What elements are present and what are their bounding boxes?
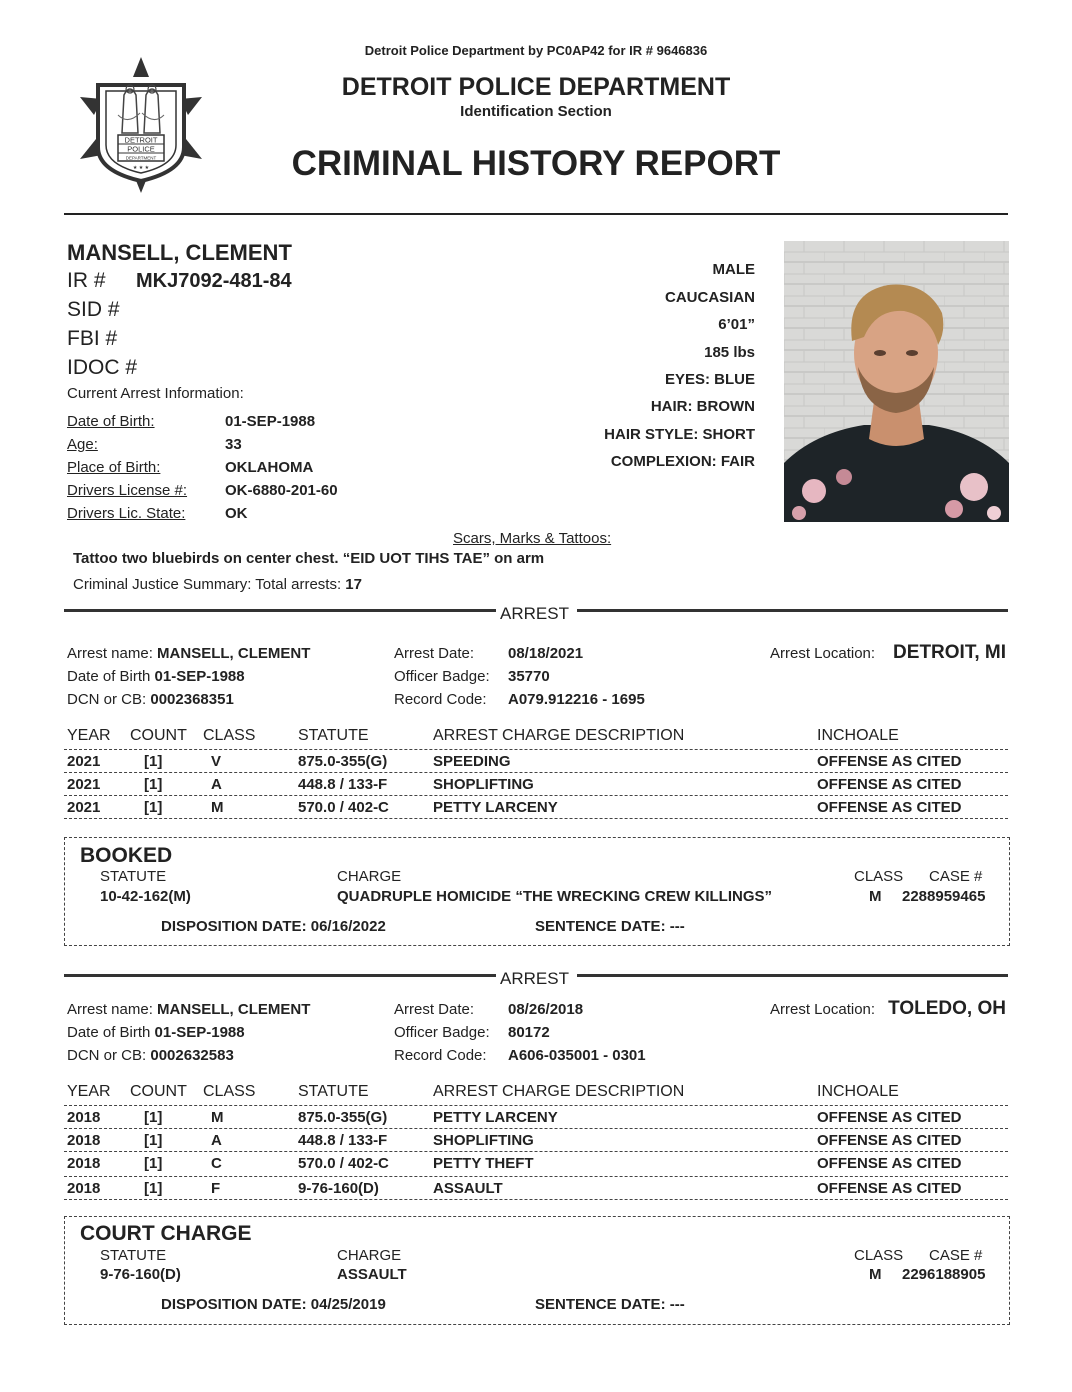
- arrest-date: 08/26/2018: [508, 1001, 584, 1018]
- row-statute: 875.0-355(G): [298, 753, 388, 770]
- box-charge-label: CHARGE: [337, 1247, 402, 1264]
- row-statute: 448.8 / 133-F: [298, 776, 388, 793]
- hair-color: HAIR: BROWN: [650, 398, 755, 415]
- box-class: M: [869, 1266, 882, 1283]
- arrest-1-section-label: ARREST: [500, 604, 569, 623]
- sid-label: SID #: [67, 298, 120, 321]
- box-charge: ASSAULT: [337, 1266, 407, 1283]
- arrest-date-label: Arrest Date:: [394, 645, 475, 662]
- arrest-name-label: Arrest name:: [67, 1001, 153, 1018]
- arrest-1-name-line: [67, 645, 310, 662]
- dob-value: 01-SEP-1988: [225, 413, 316, 430]
- row-statute: 570.0 / 402-C: [298, 799, 389, 816]
- license-label: Drivers License #:: [67, 482, 188, 499]
- arrest-2-rule-left: [64, 974, 496, 977]
- arrest-dob-label: Date of Birth: [67, 1024, 151, 1041]
- arrest-dcn-label: DCN or CB:: [67, 691, 147, 708]
- row-inchoate: OFFENSE AS CITED: [817, 753, 962, 770]
- row-count: [1]: [144, 1132, 163, 1149]
- row-inchoate: OFFENSE AS CITED: [817, 776, 962, 793]
- arrest-2-name-line: [67, 1001, 310, 1018]
- arrest-location: DETROIT, MI: [893, 642, 1006, 663]
- row-statute: 9-76-160(D): [298, 1180, 379, 1197]
- col-inchoate: INCHOALE: [817, 1083, 899, 1100]
- arrest-2-dcn-line: [67, 1047, 234, 1064]
- license-state-value: OK: [225, 505, 248, 522]
- age-label: Age:: [67, 436, 98, 453]
- eye-color: EYES: BLUE: [664, 371, 755, 388]
- box-charge: QUADRUPLE HOMICIDE “THE WRECKING CREW KILLINGS”: [337, 888, 772, 905]
- arrest-1-rule-right: [577, 609, 1008, 612]
- disposition-date: DISPOSITION DATE: 04/25/2019: [161, 1296, 386, 1313]
- row-inchoate: OFFENSE AS CITED: [817, 1180, 962, 1197]
- row-description: SHOPLIFTING: [433, 1132, 534, 1149]
- officer-badge-label: Officer Badge:: [394, 1024, 490, 1041]
- row-description: ASSAULT: [433, 1180, 503, 1197]
- arrest-name: MANSELL, CLEMENT: [157, 645, 311, 662]
- svg-text:★ ★ ★: ★ ★ ★: [132, 165, 150, 171]
- row-count: [1]: [144, 1180, 163, 1197]
- officer-badge-label: Officer Badge:: [394, 668, 490, 685]
- arrest-dob-label: Date of Birth: [67, 668, 151, 685]
- row-class: M: [211, 1109, 224, 1126]
- col-inchoate: INCHOALE: [817, 727, 899, 744]
- header-divider: [64, 213, 1008, 215]
- row-inchoate: OFFENSE AS CITED: [817, 1109, 962, 1126]
- officer-badge: 35770: [508, 668, 550, 685]
- row-year: 2018: [67, 1132, 101, 1149]
- birthplace-label: Place of Birth:: [67, 459, 161, 476]
- disposition-date: DISPOSITION DATE: 06/16/2022: [161, 918, 386, 935]
- fbi-label: FBI #: [67, 327, 118, 350]
- row-inchoate: OFFENSE AS CITED: [817, 799, 962, 816]
- birthplace-value: OKLAHOMA: [225, 459, 314, 476]
- row-count: [1]: [144, 1109, 163, 1126]
- row-statute: 570.0 / 402-C: [298, 1155, 389, 1172]
- col-statute: STATUTE: [298, 1083, 369, 1100]
- summary-label: Criminal Justice Summary: Total arrests:: [73, 576, 342, 593]
- arrest-1-rule-left: [64, 609, 496, 612]
- col-description: ARREST CHARGE DESCRIPTION: [433, 1083, 685, 1100]
- hair-style: HAIR STYLE: SHORT: [604, 426, 755, 443]
- box-statute: 10-42-162(M): [100, 888, 191, 905]
- table-divider: [64, 818, 1008, 819]
- box-statute-label: STATUTE: [100, 868, 167, 885]
- arrest-dob: 01-SEP-1988: [154, 668, 245, 685]
- col-count: COUNT: [130, 727, 187, 744]
- row-count: [1]: [144, 1155, 163, 1172]
- row-year: 2021: [67, 776, 101, 793]
- booked-title: BOOKED: [80, 844, 173, 867]
- logo-text-2: POLICE: [127, 144, 155, 154]
- officer-badge: 80172: [508, 1024, 550, 1041]
- row-count: [1]: [144, 753, 163, 770]
- row-inchoate: OFFENSE AS CITED: [817, 1132, 962, 1149]
- arrest-dcn-label: DCN or CB:: [67, 1047, 147, 1064]
- weight: 185 lbs: [704, 344, 755, 361]
- arrest-date-label: Arrest Date:: [394, 1001, 475, 1018]
- row-statute: 875.0-355(G): [298, 1109, 388, 1126]
- row-count: [1]: [144, 776, 163, 793]
- row-class: M: [211, 799, 224, 816]
- table-divider: [64, 1176, 1008, 1177]
- row-count: [1]: [144, 799, 163, 816]
- height: 6’01”: [718, 316, 755, 333]
- arrest-name-label: Arrest name:: [67, 645, 153, 662]
- idoc-label: IDOC #: [67, 356, 138, 379]
- table-divider: [64, 1199, 1008, 1200]
- row-class: A: [211, 776, 222, 793]
- table-divider: [64, 1105, 1008, 1106]
- arrest-date: 08/18/2021: [508, 645, 584, 662]
- box-case: 2288959465: [902, 888, 986, 905]
- row-year: 2018: [67, 1109, 101, 1126]
- row-description: PETTY LARCENY: [433, 1109, 558, 1126]
- report-source-note: Detroit Police Department by PC0AP42 for IR # 9646836: [364, 43, 708, 58]
- box-class: M: [869, 888, 882, 905]
- table-divider: [64, 1151, 1008, 1152]
- complexion: COMPLEXION: FAIR: [610, 453, 755, 470]
- arrest-location-label: Arrest Location:: [770, 1001, 876, 1018]
- table-divider: [64, 795, 1008, 796]
- arrest-location-label: Arrest Location:: [770, 645, 876, 662]
- arrest-2-rule-right: [577, 974, 1008, 977]
- license-state-label: Drivers Lic. State:: [67, 505, 186, 522]
- table-divider: [64, 749, 1008, 750]
- row-class: C: [211, 1155, 222, 1172]
- license-value: OK-6880-201-60: [225, 482, 338, 499]
- arrest-dcn: 0002632583: [150, 1047, 234, 1064]
- record-code-label: Record Code:: [394, 1047, 487, 1064]
- col-description: ARREST CHARGE DESCRIPTION: [433, 727, 685, 744]
- arrest-dcn: 0002368351: [150, 691, 234, 708]
- arrest-location: TOLEDO, OH: [888, 998, 1006, 1019]
- sentence-date: SENTENCE DATE: ---: [535, 1296, 685, 1313]
- row-year: 2021: [67, 799, 101, 816]
- arrest-dob: 01-SEP-1988: [154, 1024, 245, 1041]
- col-year: YEAR: [67, 1083, 111, 1100]
- age-value: 33: [225, 436, 242, 453]
- table-divider: [64, 1128, 1008, 1129]
- department-section: Identification Section: [460, 103, 612, 120]
- arrest-1-dcn-line: [67, 691, 234, 708]
- box-charge-label: CHARGE: [337, 868, 402, 885]
- arrest-2-dob-line: [67, 1024, 245, 1041]
- sex: MALE: [712, 261, 755, 278]
- row-class: A: [211, 1132, 222, 1149]
- race: CAUCASIAN: [665, 289, 755, 306]
- dob-label: Date of Birth:: [67, 413, 155, 430]
- box-case: 2296188905: [902, 1266, 986, 1283]
- court-charge-title: COURT CHARGE: [80, 1222, 252, 1245]
- department-name: DETROIT POLICE DEPARTMENT: [341, 73, 731, 101]
- total-arrests: 17: [345, 576, 362, 593]
- box-statute: 9-76-160(D): [100, 1266, 181, 1283]
- police-badge-logo: [78, 55, 204, 195]
- scars-value: Tattoo two bluebirds on center chest. “EID UOT TIHS TAE” on arm: [73, 550, 545, 567]
- row-description: PETTY THEFT: [433, 1155, 534, 1172]
- col-count: COUNT: [130, 1083, 187, 1100]
- scars-label: Scars, Marks & Tattoos:: [453, 530, 612, 547]
- record-code-label: Record Code:: [394, 691, 487, 708]
- logo-text-3: DEPARTMENT: [125, 155, 157, 161]
- row-statute: 448.8 / 133-F: [298, 1132, 388, 1149]
- arrest-1-dob-line: [67, 668, 245, 685]
- row-class: F: [211, 1180, 221, 1197]
- row-description: SPEEDING: [433, 753, 511, 770]
- arrest-2-section-label: ARREST: [500, 969, 569, 988]
- table-divider: [64, 772, 1008, 773]
- mugshot-photo: [784, 241, 1009, 522]
- col-statute: STATUTE: [298, 727, 369, 744]
- box-statute-label: STATUTE: [100, 1247, 167, 1264]
- ir-value: MKJ7092-481-84: [136, 270, 292, 292]
- box-case-label: CASE #: [929, 868, 983, 885]
- ir-label: IR #: [67, 269, 106, 292]
- box-case-label: CASE #: [929, 1247, 983, 1264]
- row-year: 2018: [67, 1155, 101, 1172]
- report-title: CRIMINAL HISTORY REPORT: [291, 144, 781, 183]
- row-description: PETTY LARCENY: [433, 799, 558, 816]
- arrest-name: MANSELL, CLEMENT: [157, 1001, 311, 1018]
- summary-line: [73, 576, 362, 593]
- box-class-label: CLASS: [854, 868, 904, 885]
- col-year: YEAR: [67, 727, 111, 744]
- row-year: 2021: [67, 753, 101, 770]
- logo-text-1: DETROIT: [124, 135, 158, 145]
- row-class: V: [211, 753, 222, 770]
- sentence-date: SENTENCE DATE: ---: [535, 918, 685, 935]
- row-inchoate: OFFENSE AS CITED: [817, 1155, 962, 1172]
- row-description: SHOPLIFTING: [433, 776, 534, 793]
- box-class-label: CLASS: [854, 1247, 904, 1264]
- record-code: A606-035001 - 0301: [508, 1047, 646, 1064]
- subject-name: MANSELL, CLEMENT: [67, 240, 292, 265]
- row-year: 2018: [67, 1180, 101, 1197]
- col-class: CLASS: [203, 727, 256, 744]
- current-arrest-label: Current Arrest Information:: [67, 385, 244, 402]
- record-code: A079.912216 - 1695: [508, 691, 645, 708]
- col-class: CLASS: [203, 1083, 256, 1100]
